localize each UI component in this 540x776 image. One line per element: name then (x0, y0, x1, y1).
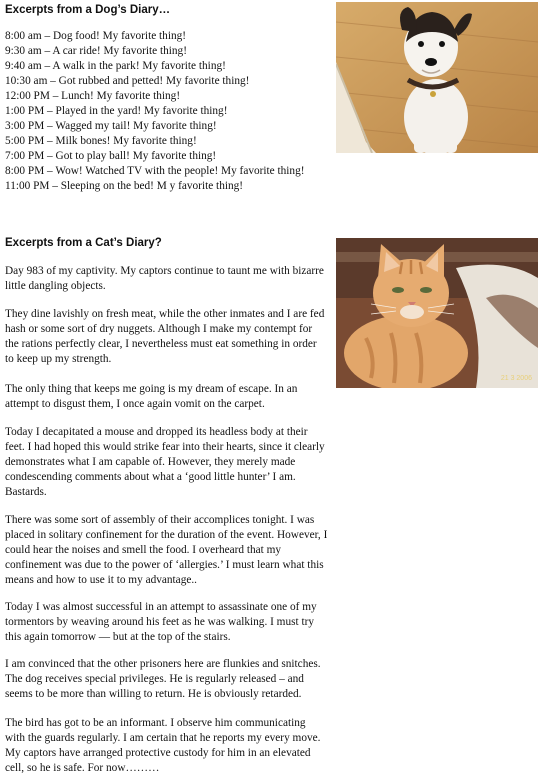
dog-diary-entry: 12:00 PM – Lunch! My favorite thing! (5, 90, 181, 102)
cat-diary-paragraph: There was some sort of assembly of their accomplices tonight. I was placed in solitary confinement for the duration of the event. However, I could hear the noises and smell the food. I overheard that my confinement was due to the power of ‘allergies.’ I must learn what this means and how to use it to my advantage.. (5, 514, 328, 586)
cat-diary-paragraph: The bird has got to be an informant. I observe him communicating with the guards regularly. I am certain that he reports my every move. My captors have arranged protective custody for him in an elevated cell, so he is safe. For now……… (5, 717, 321, 774)
dog-diary-entry: 11:00 PM – Sleeping on the bed! M y favorite thing! (5, 180, 244, 192)
dog-diary-entry: 5:00 PM – Milk bones! My favorite thing! (5, 135, 197, 147)
cat-diary-paragraph: They dine lavishly on fresh meat, while the other inmates and I are fed hash or some sort of dry nuggets. Although I make my contempt for the rations perfectly clear, I nevertheless must eat something in order to keep up my strength. (5, 308, 325, 365)
dog-diary-entry: 1:00 PM – Played in the yard! My favorite thing! (5, 105, 228, 117)
dog-diary-entry: 8:00 am – Dog food! My favorite thing! (5, 30, 187, 42)
cat-photo (336, 238, 538, 388)
dog-diary-entry: 10:30 am – Got rubbed and petted! My favorite thing! (5, 75, 250, 87)
dog-diary-entry: 3:00 PM – Wagged my tail! My favorite thing! (5, 120, 217, 132)
dog-diary-entry: 9:40 am – A walk in the park! My favorite thing! (5, 60, 226, 72)
cat-diary-paragraph: Day 983 of my captivity. My captors continue to taunt me with bizarre little dangling objects. (5, 265, 324, 292)
cat-diary-paragraph: Today I decapitated a mouse and dropped its headless body at their feet. I had hoped this would strike fear into their hearts, since it clearly demonstrates what I am capable of. However, they merely made condescending comments about what a ‘good little hunter’ I am. Bastards. (5, 426, 325, 498)
cat-diary-heading: Excerpts from a Cat’s Diary? (5, 237, 162, 249)
cat-diary-paragraph: The only thing that keeps me going is my dream of escape. In an attempt to disgust them, I once again vomit on the carpet. (5, 383, 298, 410)
dog-diary-entry: 7:00 PM – Got to play ball! My favorite thing! (5, 150, 217, 162)
dog-diary-entry: 8:00 PM – Wow! Watched TV with the people! My favorite thing! (5, 165, 305, 177)
cat-diary-paragraph: Today I was almost successful in an attempt to assassinate one of my tormentors by weaving around his feet as he was walking. I must try this again tomorrow — but at the top of the stairs. (5, 601, 317, 643)
dog-photo (336, 2, 538, 153)
dog-diary-entry: 9:30 am – A car ride! My favorite thing! (5, 45, 187, 57)
photo-date-stamp: 21 3 2006 (500, 375, 532, 382)
dog-illustration (336, 2, 538, 153)
dog-diary-heading: Excerpts from a Dog’s Diary… (5, 4, 171, 16)
cat-diary-paragraph: I am convinced that the other prisoners here are flunkies and snitches. The dog receives special privileges. He is regularly released – and seems to be more than willing to return. He is obviously retarded. (5, 658, 321, 700)
cat-illustration (336, 238, 538, 388)
